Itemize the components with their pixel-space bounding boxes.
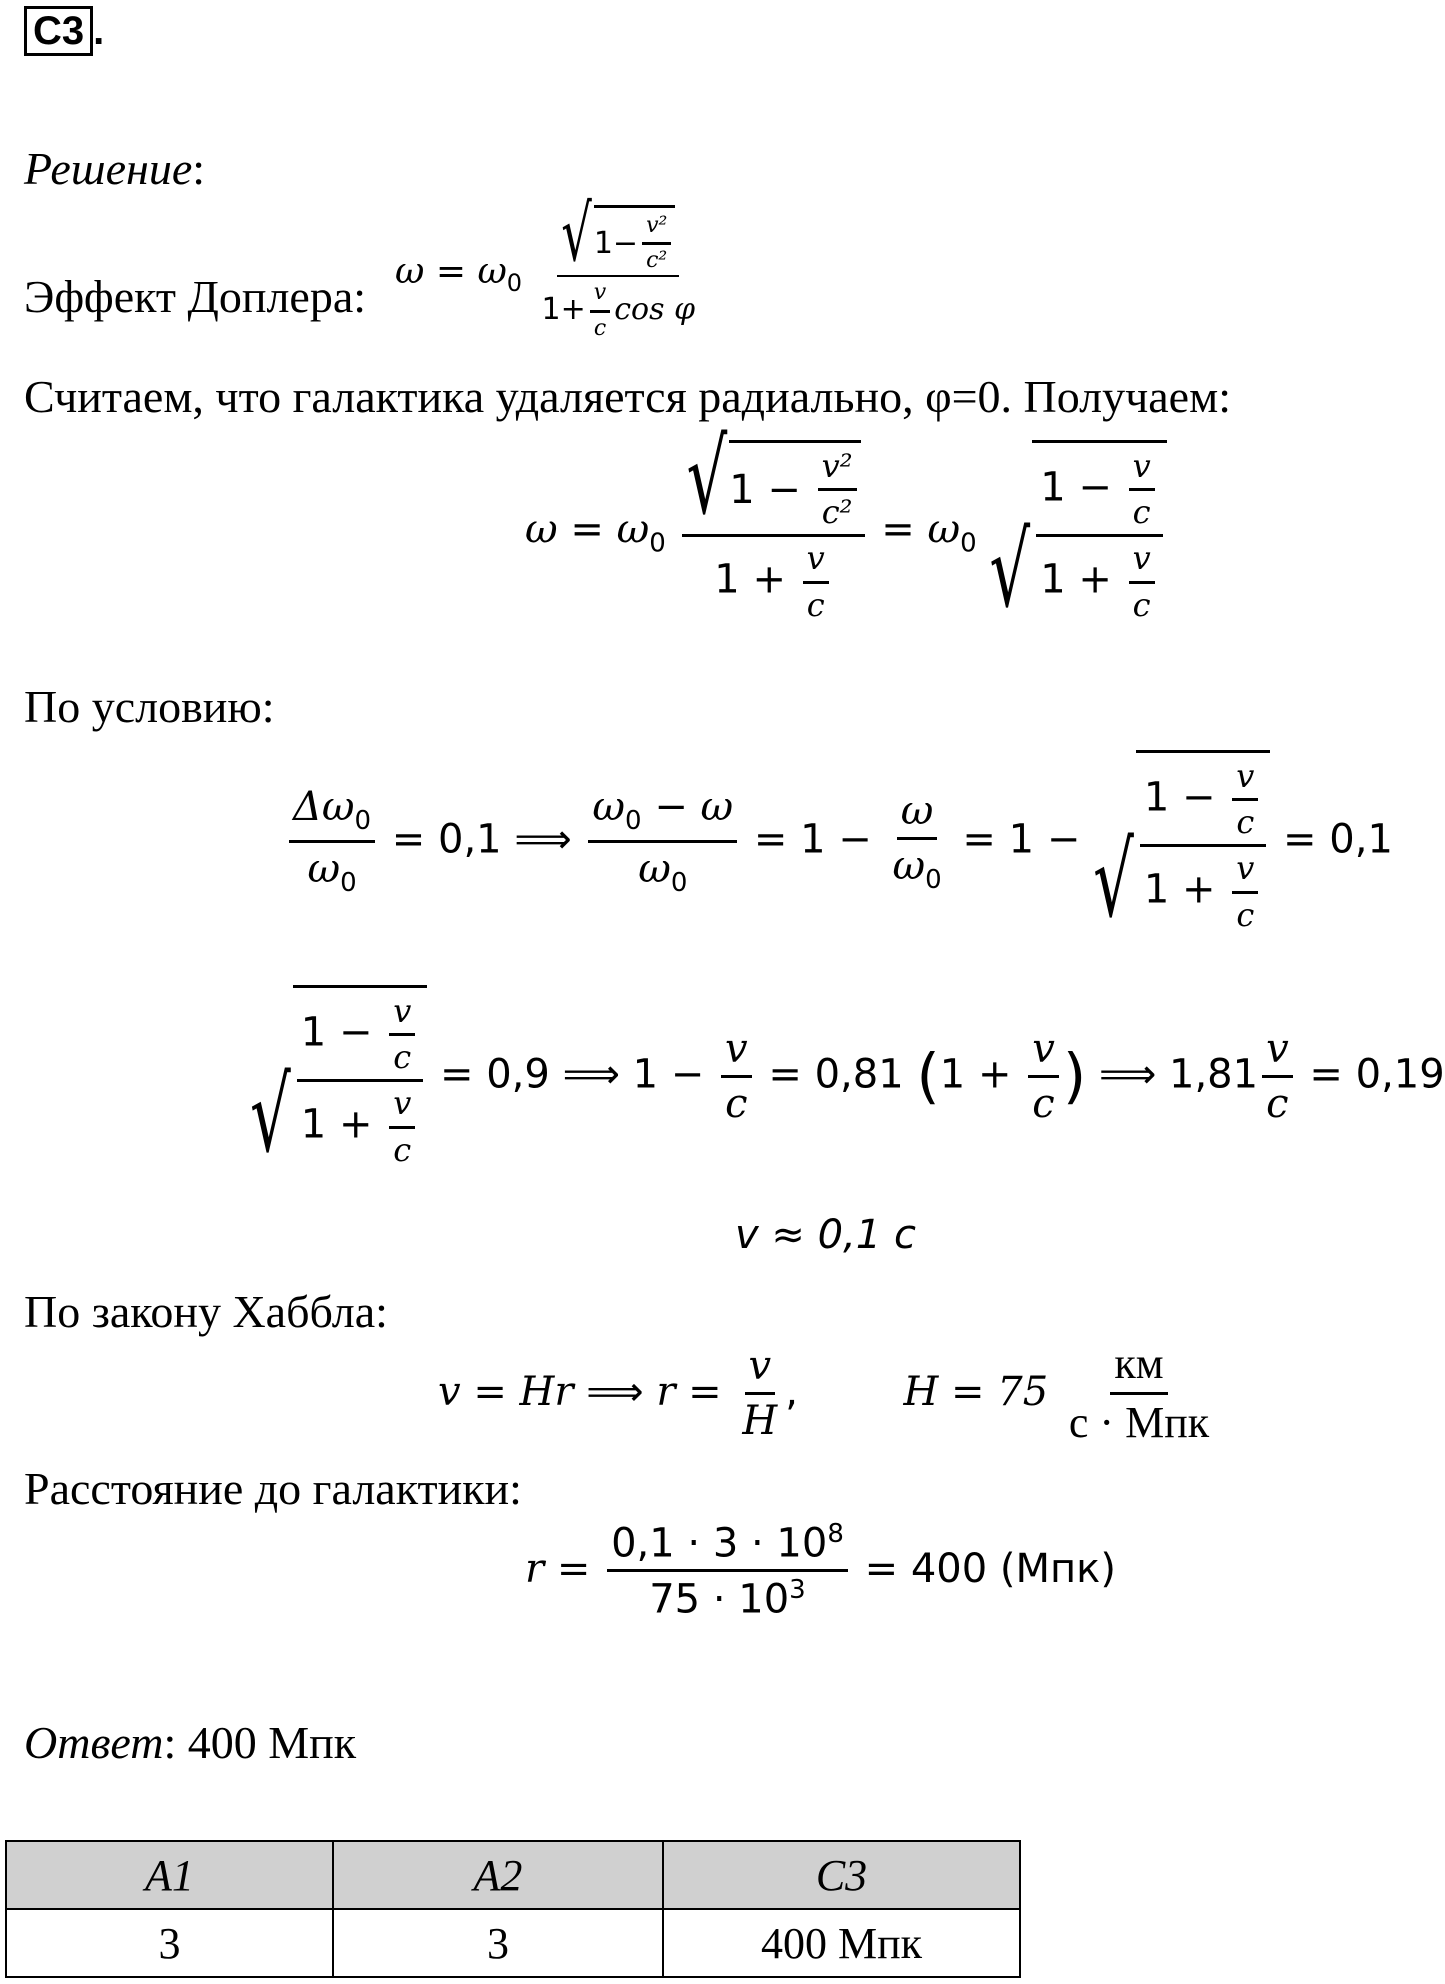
problem-label: C3 [24, 6, 93, 56]
table-cell: 400 Мпк [663, 1909, 1020, 1977]
equals-sign: = [435, 250, 466, 292]
one: 1 [939, 1051, 966, 1098]
equals-sign: = [1283, 816, 1317, 863]
value-1-81: 1,81 [1169, 1051, 1259, 1098]
sub-zero: 0 [960, 528, 977, 559]
sub-zero: 0 [925, 864, 942, 895]
one: 1 [800, 816, 826, 863]
plus: + [1078, 557, 1112, 604]
hubble-label: По закону Хаббла: [24, 1286, 388, 1337]
dist-numerator: 0,1 · 3 · 10 [611, 1520, 828, 1567]
one: 1 [1143, 867, 1170, 914]
sub-zero: 0 [625, 806, 642, 837]
omega0-symbol: ω [638, 845, 671, 892]
minus: − [1046, 816, 1081, 863]
one: 1 [593, 226, 613, 262]
condition-heading [24, 680, 275, 733]
r-equals: r = [656, 1368, 722, 1415]
c-squared: c² [821, 493, 853, 532]
v: v [389, 994, 415, 1036]
H-letter: H [742, 1398, 778, 1445]
minus: − [838, 816, 872, 863]
table-header-cell: C3 [663, 1841, 1020, 1909]
one: 1 [729, 466, 755, 513]
value-0-1: 0,1 [438, 816, 502, 863]
omega0-symbol: ω [592, 784, 626, 831]
equals-sign: = [1309, 1051, 1343, 1098]
equals-sign: = [439, 1051, 474, 1098]
doppler-line [24, 270, 366, 323]
sqrt-ratio: √ 1 − $\frac{v}{c}$ 1 + $\frac{v}{c}$ [989, 440, 1166, 623]
minus: − [612, 226, 639, 262]
c: c [393, 1130, 412, 1169]
one: 1 [541, 292, 561, 328]
one: 1 [1040, 557, 1066, 604]
table-cell: 3 [6, 1909, 333, 1977]
delta-omega0: Δω [293, 784, 355, 831]
sub-zero: 0 [649, 528, 666, 559]
answer-word: Ответ [24, 1717, 164, 1768]
sub-zero: 0 [670, 867, 688, 898]
implies-arrow: ⟹ [562, 1051, 620, 1098]
v: v [803, 541, 829, 583]
unit-km: км [1110, 1340, 1167, 1395]
unit-s-mpc: с · Мпк [1068, 1398, 1210, 1448]
one: 1 [1040, 464, 1066, 511]
v: v [1129, 541, 1155, 583]
distance-label: Расстояние до галактики: [24, 1463, 522, 1514]
implies-arrow: ⟹ [1098, 1051, 1157, 1098]
one: 1 [1008, 816, 1035, 863]
implies-arrow: ⟹ [514, 816, 572, 863]
omega0-symbol: ω [307, 845, 341, 892]
plus: + [338, 1102, 373, 1149]
value-0-19: 0,19 [1355, 1051, 1445, 1098]
c: c [806, 585, 825, 624]
c: c [593, 315, 607, 341]
exp-8: 8 [827, 1519, 844, 1549]
minus: − [1182, 774, 1216, 821]
velocity-result: v ≈ 0,1 c [735, 1212, 916, 1258]
omega0-symbol: ω [892, 842, 926, 889]
c: c [393, 1038, 412, 1077]
table-header-cell: A2 [333, 1841, 663, 1909]
equals-sign: = [391, 816, 426, 863]
solution-colon: : [192, 143, 206, 194]
v: v [1028, 1027, 1059, 1078]
sub-zero: 0 [340, 867, 357, 898]
equals-sign: = [881, 506, 915, 553]
hubble-law: v = Hr [438, 1368, 574, 1415]
condition-label: По условию: [24, 681, 275, 732]
equals-sign: = [570, 506, 604, 553]
omega-symbol: ω [525, 506, 558, 553]
v-squared: v² [818, 449, 857, 491]
omega0-symbol: ω [477, 250, 507, 292]
sub-zero: 0 [354, 806, 372, 837]
omega-symbol: ω [897, 789, 938, 840]
equals-sign: = [768, 1051, 802, 1098]
table-cell: 3 [333, 1909, 663, 1977]
one: 1 [714, 557, 740, 604]
one: 1 [300, 1009, 327, 1056]
sub-zero: 0 [506, 269, 523, 298]
exp-3: 3 [789, 1575, 806, 1606]
doppler-fraction: √ 1 − $\frac{\text{v²}}{\text{c²}}$ 1+ $\frac{v}{c}$ cos φ [541, 190, 696, 341]
table-header-cell: A1 [6, 1841, 333, 1909]
problem-number [24, 8, 104, 54]
hubble-heading [24, 1285, 388, 1338]
v: v [1262, 1027, 1293, 1078]
c: c [1236, 895, 1255, 934]
v: v [590, 281, 610, 312]
minus: − [338, 1009, 373, 1056]
hubble-equation: v = Hr ⟹ r = $\frac{v}{H}$ , H = 75 $\frac{км}{\text{с · Мпк}}$ [438, 1340, 1217, 1448]
answer-line [24, 1716, 356, 1769]
minus: − [767, 466, 801, 513]
doppler-formula [395, 190, 703, 341]
distance-heading [24, 1462, 522, 1515]
radial-statement [24, 370, 1231, 423]
solution-heading [24, 142, 205, 195]
equation-1 [525, 419, 1167, 631]
c: c [725, 1080, 748, 1127]
doppler-label: Эффект Доплера: [24, 271, 367, 322]
value-0-9: 0,9 [486, 1051, 550, 1098]
v: v [1232, 851, 1258, 893]
problem-label-dot: . [93, 9, 105, 53]
v: v [1129, 449, 1155, 491]
omega0-symbol: ω [616, 506, 650, 553]
r-equals: r = [525, 1545, 591, 1592]
dist-result: = 400 (Мпк) [864, 1545, 1116, 1592]
one: 1 [632, 1051, 659, 1098]
plus: + [560, 292, 586, 328]
c: c [1266, 1080, 1289, 1127]
equation-2: $\frac{\Delta\omega_0}{\omega_0}$ = 0,1 ⟹ $\frac{\omega_0 - \omega}{\omega_0}$ = 1 − $\frac{\omega}{\omega_0}$ = 1 − √ 1 − $\frac{v}{c}$ 1 + $\frac{v}{c}$ = 0,1 [285, 750, 1393, 933]
value-0-1: 0,1 [1329, 816, 1393, 863]
hubble-constant: H = 75 [903, 1368, 1049, 1415]
v-squared: v² [642, 214, 671, 245]
plus: + [752, 557, 786, 604]
plus: + [1182, 867, 1216, 914]
v: v [745, 1344, 776, 1395]
answer-colon: : [163, 1717, 177, 1768]
equals-sign: = [962, 816, 996, 863]
dist-denominator: 75 · 10 [649, 1576, 790, 1623]
one: 1 [1143, 774, 1170, 821]
distance-equation [525, 1520, 1116, 1622]
c-squared: c² [646, 248, 668, 274]
fraction: √ 1 − $\frac{\text{v²}}{\text{c²}}$ 1 + $\frac{v}{c}$ [682, 440, 864, 623]
omega-symbol: ω [395, 250, 425, 292]
equation-3: √ 1 − $\frac{v}{c}$ 1 + $\frac{v}{c}$ = 0,9 ⟹ 1 − $\frac{v}{c}$ = 0,81 (1 + $\frac{v}{c}$ ) ⟹ 1,81 $\frac{v}{c}$ = 0,19 [250, 985, 1445, 1168]
minus: − [670, 1051, 705, 1098]
value-0-81: 0,81 [814, 1051, 904, 1098]
omega-symbol: ω [700, 784, 734, 831]
minus: − [654, 784, 688, 831]
plus: + [977, 1051, 1012, 1098]
v: v [389, 1086, 415, 1128]
v: v [1232, 759, 1258, 801]
v: v [721, 1027, 752, 1078]
table-header-row [6, 1841, 1020, 1909]
minus: − [1078, 464, 1112, 511]
one: 1 [300, 1102, 327, 1149]
c: c [1032, 1080, 1055, 1127]
omega0-symbol: ω [927, 506, 961, 553]
solution-word: Решение [24, 143, 193, 194]
answer-value: 400 Мпк [187, 1717, 357, 1768]
c: c [1132, 493, 1151, 532]
equals-sign: = [753, 816, 788, 863]
c: c [1236, 803, 1255, 842]
answers-table [5, 1840, 1021, 1978]
radial-text: Считаем, что галактика удаляется радиально, φ=0. Получаем: [24, 371, 1231, 422]
table-row [6, 1909, 1020, 1977]
cos-phi: cos φ [614, 292, 696, 328]
implies-arrow: ⟹ [586, 1368, 644, 1415]
c: c [1132, 585, 1151, 624]
